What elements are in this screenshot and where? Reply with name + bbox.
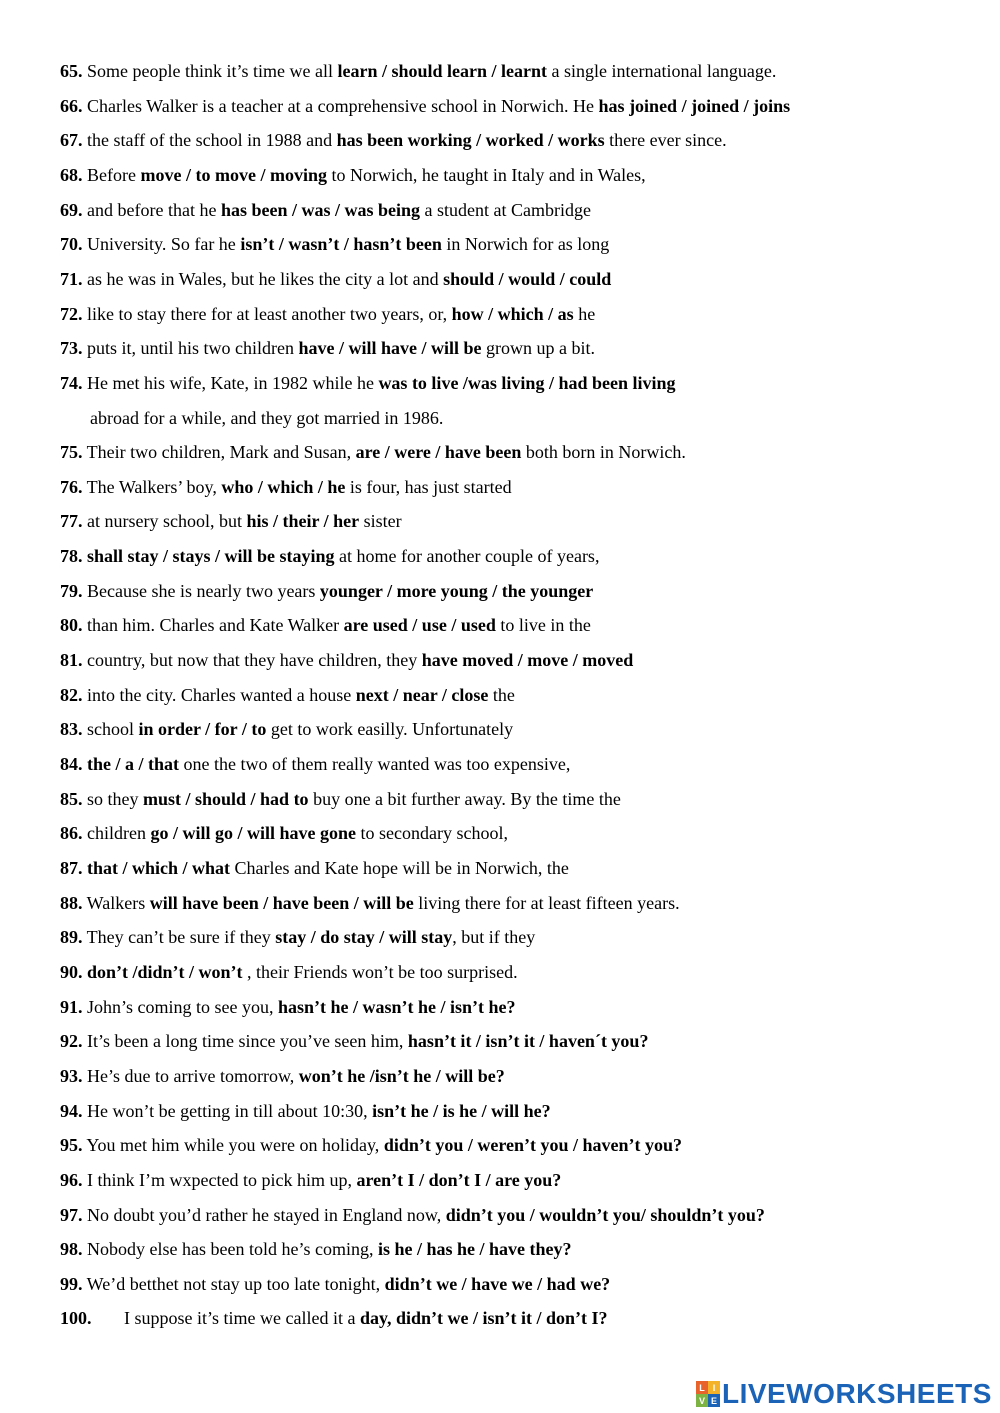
question-text: like to stay there for at least another two years, or, xyxy=(82,303,452,324)
answer-options[interactable]: are / were / have been xyxy=(355,442,522,463)
question-text: Before xyxy=(82,164,141,185)
answer-options[interactable]: isn’t he / is he / will he? xyxy=(372,1100,551,1121)
answer-options[interactable]: have moved / move / moved xyxy=(421,650,634,670)
answer-options[interactable]: must / should / had to xyxy=(143,788,309,809)
question-line xyxy=(60,544,980,568)
question-line xyxy=(60,94,980,118)
question-text: He won’t be getting in till about 10:30, xyxy=(82,1100,373,1121)
question-text: a student at Cambridge xyxy=(419,199,591,220)
question-text: there ever since. xyxy=(604,130,727,151)
question-number: 65. xyxy=(60,61,83,81)
question-line xyxy=(60,648,980,672)
liveworksheets-logo[interactable] xyxy=(696,1379,996,1409)
answer-options[interactable]: his / their / her xyxy=(246,511,360,532)
question-line xyxy=(60,891,980,915)
question-number: 98. xyxy=(60,1239,83,1260)
answer-options[interactable]: didn’t we / have we / had we? xyxy=(384,1273,611,1294)
question-line xyxy=(60,1029,980,1053)
logo-mark-tile: E xyxy=(708,1394,720,1407)
question-number: 91. xyxy=(60,996,83,1017)
question-number: 78. xyxy=(60,546,83,567)
question-number: 80. xyxy=(60,615,83,636)
question-text: at nursery school, but xyxy=(82,511,247,532)
question-text: one the two of them really wanted was too expensive, xyxy=(179,754,571,774)
question-line xyxy=(60,336,980,360)
question-text: school xyxy=(82,719,139,740)
question-line xyxy=(60,232,980,256)
question-text: is four, has just started xyxy=(345,476,512,497)
answer-options[interactable]: how / which / as xyxy=(451,303,574,324)
question-text: Charles Walker is a teacher at a comprehensive school in Norwich. He xyxy=(82,95,599,116)
question-number: 79. xyxy=(60,580,83,601)
answer-options[interactable]: hasn’t he / wasn’t he / isn’t he? xyxy=(278,996,516,1017)
question-line xyxy=(60,440,980,464)
question-text: living there for at least fifteen years. xyxy=(413,892,680,913)
answer-options[interactable]: was to live /was living / had been living xyxy=(378,372,676,393)
question-line xyxy=(60,925,980,949)
question-number: 67. xyxy=(60,130,83,151)
answer-options[interactable]: shall stay / stays / will be staying xyxy=(87,546,335,567)
answer-options[interactable]: learn / should learn / learnt xyxy=(337,61,547,81)
question-text: abroad for a while, and they got married in 1986. xyxy=(90,407,444,428)
question-number: 75. xyxy=(60,442,83,463)
answer-options[interactable]: who / which / he xyxy=(221,476,346,497)
answer-options[interactable]: should / would / could xyxy=(443,268,612,289)
question-text: Nobody else has been told he’s coming, xyxy=(82,1239,378,1260)
question-line xyxy=(60,1064,980,1088)
question-text: Walkers xyxy=(82,892,150,913)
question-line xyxy=(60,1168,980,1192)
question-number: 69. xyxy=(60,199,83,220)
answer-options[interactable]: stay / do stay / will stay xyxy=(275,927,453,948)
question-text: Their two children, Mark and Susan, xyxy=(82,442,356,463)
question-line xyxy=(60,752,980,776)
answer-options[interactable]: isn’t / wasn’t / hasn’t been xyxy=(240,234,442,255)
question-number: 70. xyxy=(60,234,83,255)
question-text: so they xyxy=(82,788,143,809)
question-line xyxy=(60,856,980,880)
logo-mark-tile: L xyxy=(696,1381,708,1394)
answer-options[interactable]: has joined / joined / joins xyxy=(598,95,791,116)
question-line xyxy=(60,509,980,533)
question-text: to Norwich, he taught in Italy and in Wales, xyxy=(326,164,646,185)
question-number: 87. xyxy=(60,857,83,878)
question-text: John’s coming to see you, xyxy=(82,996,278,1017)
question-text: than him. Charles and Kate Walker xyxy=(82,615,344,636)
answer-options[interactable]: aren’t I / don’t I / are you? xyxy=(356,1169,562,1190)
question-text: country, but now that they have children, they xyxy=(82,650,422,670)
question-number: 76. xyxy=(60,476,83,497)
question-number: 74. xyxy=(60,372,83,393)
question-number: 97. xyxy=(60,1204,83,1225)
logo-mark-tile: V xyxy=(696,1394,708,1407)
question-line xyxy=(60,1203,980,1227)
question-line xyxy=(60,787,980,811)
answer-options[interactable]: go / will go / will have gone xyxy=(150,823,356,844)
question-text: the staff of the school in 1988 and xyxy=(82,130,337,151)
question-text: sister xyxy=(359,511,402,532)
answer-options[interactable]: has been / was / was being xyxy=(220,199,420,220)
question-line xyxy=(60,1272,980,1296)
question-number: 90. xyxy=(60,961,83,982)
answer-options[interactable]: that / which / what xyxy=(87,857,231,878)
question-text: I think I’m wxpected to pick him up, xyxy=(82,1169,357,1190)
question-text: No doubt you’d rather he stayed in England now, xyxy=(82,1204,446,1225)
question-text: buy one a bit further away. By the time the xyxy=(308,788,621,809)
question-text: They can’t be sure if they xyxy=(82,927,276,948)
question-number: 68. xyxy=(60,164,83,185)
question-text: He’s due to arrive tomorrow, xyxy=(82,1065,299,1086)
question-text: the xyxy=(488,684,515,705)
answer-options[interactable]: hasn’t it / isn’t it / haven´t you? xyxy=(407,1031,649,1052)
question-number: 73. xyxy=(60,338,83,359)
answer-options[interactable]: are used / use / used xyxy=(343,615,496,636)
question-line xyxy=(60,683,980,707)
question-text: in Norwich for as long xyxy=(441,234,610,255)
answer-options[interactable]: day, didn’t we / isn’t it / don’t I? xyxy=(359,1308,608,1329)
question-number: 85. xyxy=(60,788,83,809)
question-number: 81. xyxy=(60,650,83,670)
question-line xyxy=(60,302,980,326)
answer-options[interactable]: don’t /didn’t / won’t xyxy=(87,961,243,982)
answer-options[interactable]: in order / for / to xyxy=(138,719,267,740)
question-text: to secondary school, xyxy=(356,823,508,844)
question-number: 82. xyxy=(60,684,83,705)
question-line xyxy=(60,1133,980,1157)
question-number: 94. xyxy=(60,1100,83,1121)
question-text: get to work easilly. Unfortunately xyxy=(266,719,514,740)
question-text: children xyxy=(82,823,151,844)
question-line xyxy=(60,821,980,845)
question-line-continuation xyxy=(90,406,443,430)
question-line xyxy=(60,1306,980,1330)
question-line xyxy=(60,717,980,741)
question-number: 95. xyxy=(60,1135,83,1156)
answer-options[interactable]: next / near / close xyxy=(355,684,489,705)
question-number: 84. xyxy=(60,754,83,774)
question-line xyxy=(60,198,980,222)
question-text: grown up a bit. xyxy=(481,338,595,359)
question-line xyxy=(60,163,980,187)
answer-options[interactable]: move / to move / moving xyxy=(140,164,327,185)
question-number: 86. xyxy=(60,823,83,844)
question-text: , but if they xyxy=(452,927,536,948)
answer-options[interactable]: younger / more young / the younger xyxy=(319,580,594,601)
question-number: 89. xyxy=(60,927,83,948)
answer-options[interactable]: the / a / that xyxy=(87,754,179,774)
question-line xyxy=(60,960,980,984)
question-number: 71. xyxy=(60,268,83,289)
question-line xyxy=(60,579,980,603)
question-text: and before that he xyxy=(82,199,221,220)
question-line xyxy=(60,128,980,152)
question-line xyxy=(60,59,980,83)
question-number: 100. xyxy=(60,1308,92,1329)
question-text: a single international language. xyxy=(546,61,777,81)
question-number: 93. xyxy=(60,1065,83,1086)
question-text: Charles and Kate hope will be in Norwich, the xyxy=(230,857,569,878)
question-text: University. So far he xyxy=(82,234,241,255)
question-number: 92. xyxy=(60,1031,83,1052)
question-number: 96. xyxy=(60,1169,83,1190)
answer-options[interactable]: didn’t you / weren’t you / haven’t you? xyxy=(383,1135,683,1156)
question-line xyxy=(60,613,980,637)
question-text: Because she is nearly two years xyxy=(82,580,320,601)
liveworksheets-logo-mark xyxy=(696,1381,720,1407)
logo-mark-tile: I xyxy=(708,1381,720,1394)
question-text: The Walkers’ boy, xyxy=(82,476,222,497)
answer-options[interactable]: will have been / have been / will be xyxy=(149,892,414,913)
question-text: into the city. Charles wanted a house xyxy=(82,684,356,705)
question-text: both born in Norwich. xyxy=(521,442,686,463)
question-text: as he was in Wales, but he likes the city a lot and xyxy=(82,268,444,289)
question-line xyxy=(60,475,980,499)
liveworksheets-logo-text: LIVEWORKSHEETS xyxy=(722,1378,992,1409)
question-text: at home for another couple of years, xyxy=(334,546,600,567)
question-number: 72. xyxy=(60,303,83,324)
question-text: He met his wife, Kate, in 1982 while he xyxy=(82,372,379,393)
answer-options[interactable]: is he / has he / have they? xyxy=(377,1239,572,1260)
question-text: he xyxy=(573,303,596,324)
question-number: 83. xyxy=(60,719,83,740)
question-number: 77. xyxy=(60,511,83,532)
question-line xyxy=(60,1237,980,1261)
question-text: to live in the xyxy=(495,615,591,636)
question-text: We’d betthet not stay up too late tonight, xyxy=(82,1273,385,1294)
question-line xyxy=(60,371,980,395)
question-text: You met him while you were on holiday, xyxy=(82,1135,384,1156)
question-text: It’s been a long time since you’ve seen him, xyxy=(82,1031,408,1052)
question-line xyxy=(60,1099,980,1123)
question-text: Some people think it’s time we all xyxy=(82,61,338,81)
answer-options[interactable]: has been working / worked / works xyxy=(336,130,605,151)
question-text: , their Friends won’t be too surprised. xyxy=(242,961,518,982)
question-number: 88. xyxy=(60,892,83,913)
question-number: 99. xyxy=(60,1273,83,1294)
answer-options[interactable]: didn’t you / wouldn’t you/ shouldn’t you? xyxy=(445,1204,765,1225)
question-number: 66. xyxy=(60,95,83,116)
question-text: I suppose it’s time we called it a xyxy=(124,1308,360,1329)
question-text: puts it, until his two children xyxy=(82,338,299,359)
question-line xyxy=(60,267,980,291)
answer-options[interactable]: have / will have / will be xyxy=(298,338,482,359)
answer-options[interactable]: won’t he /isn’t he / will be? xyxy=(298,1065,505,1086)
question-line xyxy=(60,995,980,1019)
